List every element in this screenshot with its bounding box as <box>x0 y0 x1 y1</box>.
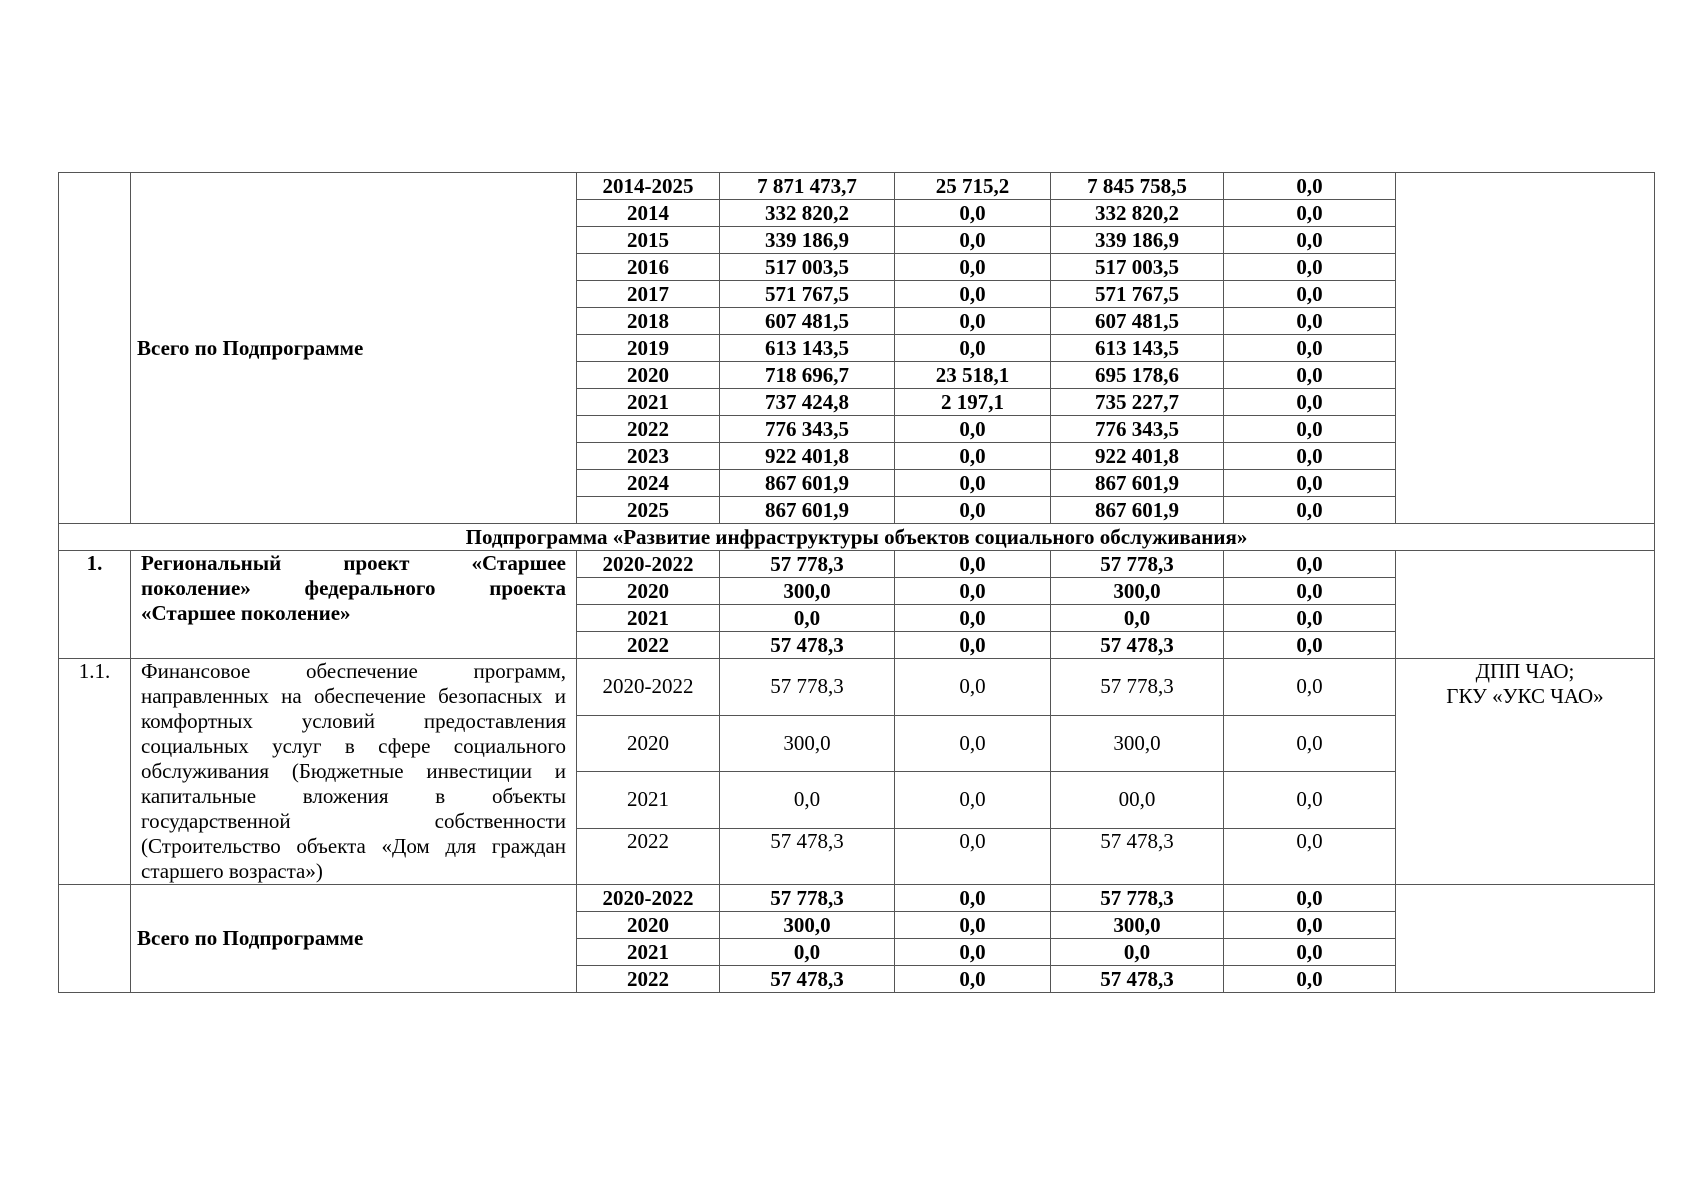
cell-c4: 0,0 <box>1224 227 1396 254</box>
cell-c3: 57 778,3 <box>1051 885 1224 912</box>
cell-total: 571 767,5 <box>720 281 895 308</box>
item-label: Финансовое обеспечение программ, направленных на обеспечение безопасных и комфортных условий предоставления социальных услуг в сфере социального обслуживания (Бюджетные инвестиции и капитальные вложения в объекты государственной собственности (Строительство объекта «Дом для граждан старшего возраста») <box>131 659 577 885</box>
cell-c4: 0,0 <box>1224 389 1396 416</box>
cell-c2: 0,0 <box>895 605 1051 632</box>
table-row <box>59 173 1655 200</box>
item-label: Всего по Подпрограмме <box>131 885 577 993</box>
cell-c4: 0,0 <box>1224 551 1396 578</box>
cell-c2: 0,0 <box>895 281 1051 308</box>
cell-total: 737 424,8 <box>720 389 895 416</box>
cell-c3: 735 227,7 <box>1051 389 1224 416</box>
cell-c2: 0,0 <box>895 335 1051 362</box>
cell-year: 2018 <box>577 308 720 335</box>
cell-c3: 332 820,2 <box>1051 200 1224 227</box>
cell-total: 57 478,3 <box>720 828 895 885</box>
cell-c2: 23 518,1 <box>895 362 1051 389</box>
cell-c4: 0,0 <box>1224 578 1396 605</box>
cell-c4: 0,0 <box>1224 772 1396 829</box>
item-label: Региональный проект «Старшее поколение» федерального проекта «Старшее поколение» <box>131 551 577 659</box>
cell-c3: 922 401,8 <box>1051 443 1224 470</box>
cell-c2: 0,0 <box>895 659 1051 716</box>
executor-cell <box>1396 659 1655 885</box>
cell-total: 867 601,9 <box>720 497 895 524</box>
cell-year: 2014 <box>577 200 720 227</box>
cell-total: 776 343,5 <box>720 416 895 443</box>
cell-c3: 300,0 <box>1051 578 1224 605</box>
cell-c4: 0,0 <box>1224 173 1396 200</box>
cell-c4: 0,0 <box>1224 470 1396 497</box>
cell-year: 2022 <box>577 966 720 993</box>
cell-year: 2021 <box>577 389 720 416</box>
cell-total: 922 401,8 <box>720 443 895 470</box>
cell-c3: 57 478,3 <box>1051 632 1224 659</box>
executor-line: ГКУ «УКС ЧАО» <box>1446 684 1604 708</box>
cell-c4: 0,0 <box>1224 497 1396 524</box>
executor-cell <box>1396 551 1655 659</box>
executor-cell <box>1396 173 1655 524</box>
item-label: Всего по Подпрограмме <box>131 173 577 524</box>
cell-c3: 300,0 <box>1051 912 1224 939</box>
cell-year: 2025 <box>577 497 720 524</box>
cell-year: 2020 <box>577 578 720 605</box>
cell-c4: 0,0 <box>1224 966 1396 993</box>
cell-total: 300,0 <box>720 715 895 772</box>
cell-c4: 0,0 <box>1224 254 1396 281</box>
table-row <box>59 551 1655 578</box>
cell-c4: 0,0 <box>1224 939 1396 966</box>
cell-year: 2016 <box>577 254 720 281</box>
cell-total: 718 696,7 <box>720 362 895 389</box>
cell-year: 2020 <box>577 912 720 939</box>
item-number: 1. <box>59 551 131 659</box>
section-title: Подпрограмма «Развитие инфраструктуры объектов социального обслуживания» <box>59 524 1655 551</box>
executor-line: ДПП ЧАО; <box>1475 659 1575 683</box>
cell-total: 332 820,2 <box>720 200 895 227</box>
cell-year: 2022 <box>577 828 720 885</box>
cell-c3: 339 186,9 <box>1051 227 1224 254</box>
item-number <box>59 885 131 993</box>
cell-c2: 0,0 <box>895 227 1051 254</box>
cell-c2: 0,0 <box>895 416 1051 443</box>
cell-total: 300,0 <box>720 578 895 605</box>
cell-c4: 0,0 <box>1224 443 1396 470</box>
cell-total: 57 778,3 <box>720 551 895 578</box>
cell-c3: 867 601,9 <box>1051 470 1224 497</box>
item-number <box>59 173 131 524</box>
cell-c3: 57 478,3 <box>1051 828 1224 885</box>
cell-total: 339 186,9 <box>720 227 895 254</box>
cell-year: 2022 <box>577 416 720 443</box>
cell-year: 2024 <box>577 470 720 497</box>
cell-year: 2021 <box>577 939 720 966</box>
cell-c4: 0,0 <box>1224 605 1396 632</box>
cell-c4: 0,0 <box>1224 281 1396 308</box>
cell-c2: 25 715,2 <box>895 173 1051 200</box>
cell-year: 2023 <box>577 443 720 470</box>
table-row <box>59 885 1655 912</box>
cell-c2: 0,0 <box>895 254 1051 281</box>
cell-total: 57 778,3 <box>720 659 895 716</box>
cell-c2: 0,0 <box>895 828 1051 885</box>
cell-total: 57 478,3 <box>720 966 895 993</box>
cell-c3: 776 343,5 <box>1051 416 1224 443</box>
cell-year: 2017 <box>577 281 720 308</box>
cell-c3: 57 778,3 <box>1051 551 1224 578</box>
cell-c3: 867 601,9 <box>1051 497 1224 524</box>
cell-c4: 0,0 <box>1224 659 1396 716</box>
cell-year: 2021 <box>577 605 720 632</box>
cell-total: 0,0 <box>720 605 895 632</box>
cell-c2: 0,0 <box>895 939 1051 966</box>
budget-table <box>58 172 1655 993</box>
cell-c2: 0,0 <box>895 632 1051 659</box>
executor-cell <box>1396 885 1655 993</box>
cell-year: 2022 <box>577 632 720 659</box>
cell-year: 2020-2022 <box>577 659 720 716</box>
cell-c2: 0,0 <box>895 715 1051 772</box>
cell-c3: 300,0 <box>1051 715 1224 772</box>
cell-c4: 0,0 <box>1224 885 1396 912</box>
cell-c4: 0,0 <box>1224 200 1396 227</box>
cell-c2: 0,0 <box>895 772 1051 829</box>
cell-c3: 7 845 758,5 <box>1051 173 1224 200</box>
cell-year: 2020-2022 <box>577 551 720 578</box>
cell-c2: 0,0 <box>895 966 1051 993</box>
cell-c2: 2 197,1 <box>895 389 1051 416</box>
cell-total: 300,0 <box>720 912 895 939</box>
cell-c3: 607 481,5 <box>1051 308 1224 335</box>
cell-total: 517 003,5 <box>720 254 895 281</box>
cell-c3: 0,0 <box>1051 939 1224 966</box>
cell-c4: 0,0 <box>1224 828 1396 885</box>
cell-year: 2019 <box>577 335 720 362</box>
cell-c2: 0,0 <box>895 308 1051 335</box>
cell-c2: 0,0 <box>895 497 1051 524</box>
cell-c2: 0,0 <box>895 885 1051 912</box>
cell-c2: 0,0 <box>895 200 1051 227</box>
cell-c3: 571 767,5 <box>1051 281 1224 308</box>
cell-year: 2020 <box>577 715 720 772</box>
cell-total: 7 871 473,7 <box>720 173 895 200</box>
cell-year: 2020-2022 <box>577 885 720 912</box>
cell-total: 867 601,9 <box>720 470 895 497</box>
cell-c2: 0,0 <box>895 551 1051 578</box>
cell-year: 2015 <box>577 227 720 254</box>
cell-year: 2014-2025 <box>577 173 720 200</box>
cell-c2: 0,0 <box>895 912 1051 939</box>
cell-total: 57 478,3 <box>720 632 895 659</box>
cell-c3: 0,0 <box>1051 605 1224 632</box>
cell-total: 607 481,5 <box>720 308 895 335</box>
cell-total: 613 143,5 <box>720 335 895 362</box>
cell-total: 0,0 <box>720 939 895 966</box>
section-row <box>59 524 1655 551</box>
cell-year: 2020 <box>577 362 720 389</box>
cell-c4: 0,0 <box>1224 335 1396 362</box>
cell-c4: 0,0 <box>1224 715 1396 772</box>
cell-c3: 517 003,5 <box>1051 254 1224 281</box>
cell-c4: 0,0 <box>1224 362 1396 389</box>
table-row <box>59 659 1655 716</box>
cell-total: 57 778,3 <box>720 885 895 912</box>
cell-c4: 0,0 <box>1224 308 1396 335</box>
cell-year: 2021 <box>577 772 720 829</box>
item-number: 1.1. <box>59 659 131 885</box>
cell-c3: 613 143,5 <box>1051 335 1224 362</box>
cell-c3: 00,0 <box>1051 772 1224 829</box>
cell-c3: 57 478,3 <box>1051 966 1224 993</box>
cell-c3: 695 178,6 <box>1051 362 1224 389</box>
cell-total: 0,0 <box>720 772 895 829</box>
cell-c4: 0,0 <box>1224 912 1396 939</box>
cell-c2: 0,0 <box>895 470 1051 497</box>
cell-c2: 0,0 <box>895 443 1051 470</box>
cell-c3: 57 778,3 <box>1051 659 1224 716</box>
cell-c4: 0,0 <box>1224 416 1396 443</box>
cell-c2: 0,0 <box>895 578 1051 605</box>
cell-c4: 0,0 <box>1224 632 1396 659</box>
